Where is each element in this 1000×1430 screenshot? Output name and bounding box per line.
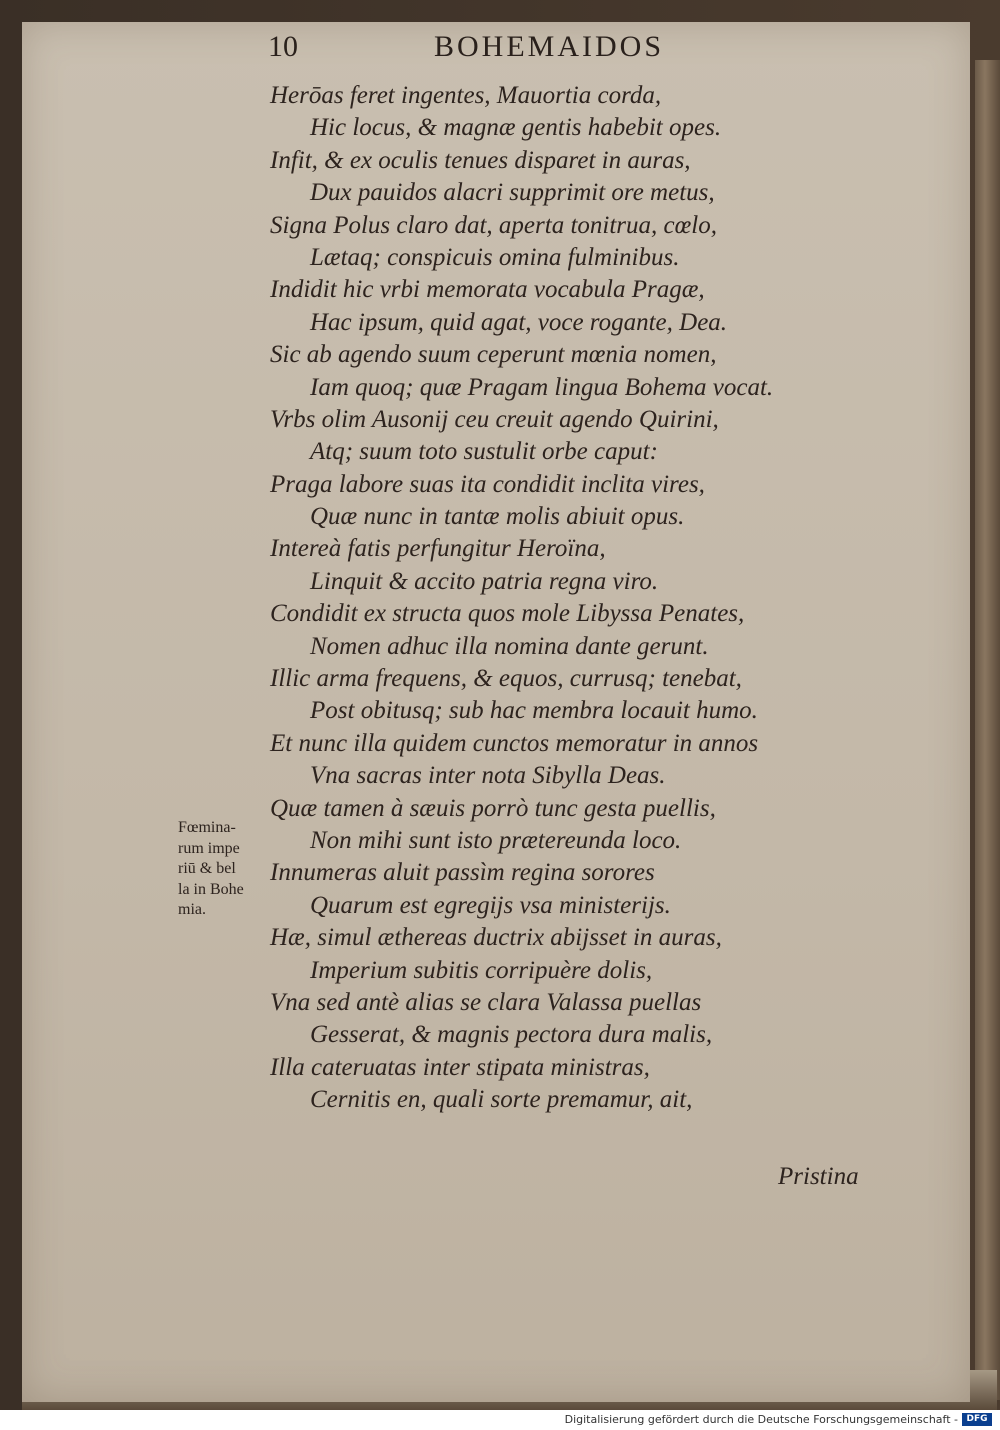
verse-line: Imperium subitis corripuère dolis, [310, 956, 653, 984]
verse-line: Atq; suum toto sustulit orbe caput: [310, 438, 658, 466]
verse-line: Nomen adhuc illa nomina dante gerunt. [310, 632, 709, 660]
verse-line: Quarum est egregijs vsa ministerijs. [310, 891, 671, 919]
verse-line: Illic arma frequens, & equos, currusq; tenebat, [270, 665, 742, 693]
catchword: Pristina [778, 1163, 859, 1190]
marginal-note [178, 818, 278, 921]
verse-line: Signa Polus claro dat, aperta tonitrua, cœlo, [270, 211, 717, 239]
verse-line: Praga labore suas ita condidit inclita vires, [270, 470, 705, 498]
adjacent-page-edge [975, 60, 1000, 1400]
verse-line: Herōas feret ingentes, Mauortia corda, [270, 82, 662, 109]
verse-line: Post obitusq; sub hac membra locauit humo. [310, 697, 758, 725]
verse-line: Iam quoq; quæ Pragam lingua Bohema vocat. [310, 373, 774, 401]
verse-line: Condidit ex structa quos mole Libyssa Penates, [270, 600, 745, 628]
verse-line: Dux pauidos alacri supprimit ore metus, [310, 179, 715, 207]
dfg-logo-icon: DFG [962, 1413, 992, 1426]
running-title: BOHEMAIDOS [434, 30, 665, 63]
verse-line: Hic locus, & magnæ gentis habebit opes. [310, 114, 722, 142]
verse-line: Non mihi sunt isto prætereunda loco. [310, 826, 682, 854]
footer-credit: Digitalisierung gefördert durch die Deutsche Forschungsgemeinschaft - [564, 1413, 958, 1426]
verse-line: Vrbs olim Ausonij ceu creuit agendo Quirini, [270, 405, 719, 433]
verse-line: Hæ, simul æthereas ductrix abijsset in auras, [270, 924, 722, 952]
verse-line: Quæ tamen à sæuis porrò tunc gesta puellis, [270, 794, 716, 822]
verse-line: Linquit & accito patria regna viro. [310, 567, 659, 595]
digitization-footer [0, 1410, 1000, 1430]
margin-note-line: la in Bohe [178, 880, 244, 898]
margin-note-line: rum impe [178, 839, 240, 857]
margin-note-line: riū & bel [178, 860, 236, 877]
margin-note-line: Fœmina- [178, 819, 236, 836]
verse-line: Intereà fatis perfungitur Heroïna, [270, 535, 606, 563]
verse-line: Gesserat, & magnis pectora dura malis, [310, 1021, 713, 1049]
margin-note-line: mia. [178, 901, 206, 918]
verse-line: Vna sacras inter nota Sibylla Deas. [310, 762, 666, 790]
verse-line: Infit, & ex oculis tenues disparet in auras, [270, 146, 691, 174]
verse-line: Et nunc illa quidem cunctos memoratur in annos [270, 729, 759, 757]
verse-text [270, 80, 910, 1117]
page-number: 10 [268, 30, 298, 63]
verse-line: Illa cateruatas inter stipata ministras, [270, 1053, 650, 1081]
verse-line: Hac ipsum, quid agat, voce rogante, Dea. [310, 308, 728, 336]
verse-line: Innumeras aluit passìm regina sorores [270, 859, 655, 887]
verse-line: Quæ nunc in tantæ molis abiuit opus. [310, 503, 685, 531]
verse-line: Cernitis en, quali sorte premamur, ait, [310, 1086, 693, 1114]
verse-line: Sic ab agendo suum ceperunt mœnia nomen, [270, 341, 717, 369]
verse-line: Lætaq; conspicuis omina fulminibus. [310, 243, 680, 271]
verse-line: Vna sed antè alias se clara Valassa puellas [270, 988, 702, 1016]
verse-line: Indidit hic vrbi memorata vocabula Pragæ, [270, 276, 705, 304]
